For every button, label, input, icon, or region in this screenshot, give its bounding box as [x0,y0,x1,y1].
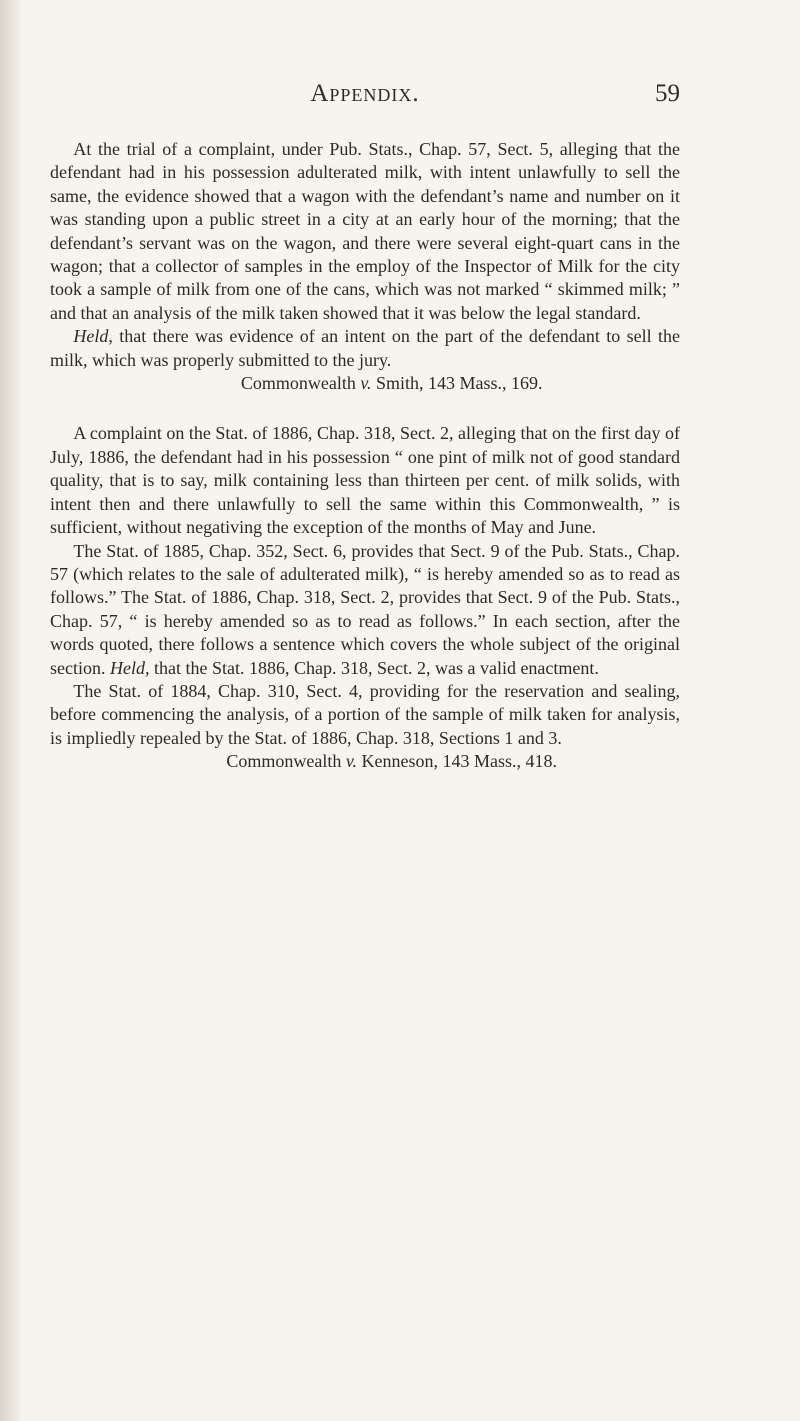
page-edge-shadow [0,0,22,1421]
citation-versus: v. [360,373,372,394]
citation-prefix: Commonwealth [240,373,361,394]
holding-text: that the Stat. 1886, Chap. 318, Sect. 2, was a valid enactment. [149,657,599,678]
running-head: Appendix. [310,80,420,107]
held-label: Held, [110,657,150,678]
case-citation-smith [50,372,680,395]
case-kenneson-complaint: A complaint on the Stat. of 1886, Chap. 318, Sect. 2, alleging that on the first day of July, 1886, the defendant had in his possession “ one pint of milk not of good standard quality, that is to say, milk containing less than thirteen per cent. of milk solids, with intent then and there unlawfully to sell the same within this Commonwealth, ” is sufficient, without negativing the exception of the months of May and June. [50,423,680,538]
citation-versus: v. [345,751,358,772]
citation-reference: Smith, 143 Mass., 169. [371,373,543,394]
held-label: Held, [73,326,113,347]
case-kenneson-amendment [50,540,680,680]
amendment-text: The Stat. of 1885, Chap. 352, Sect. 6, provides that Sect. 9 of the Pub. Stats., Chap. 57 (which relates to the sale of adulterated milk), “ is hereby amended so as to read as follows.” The Stat. of 1886, Chap. 318, Sect. 2, provides that Sect. 9 of the Pub. Stats., Chap. 57, “ is hereby amended so as to read as follows.” In each section, after the words quoted, there follows a sentence which covers the whole subject of the original section. [50,540,680,678]
case-smith-facts: At the trial of a complaint, under Pub. Stats., Chap. 57, Sect. 5, alleging that the defendant had in his possession adulterated milk, with intent unlawfully to sell the same, the evidence showed that a wagon with the defendant’s name and number on it was standing upon a public street in a city at an early hour of the morning; that the defendant’s servant was on the wagon, and there were several eight-quart cans in the wagon; that a collector of samples in the employ of the Inspector of Milk for the city took a sample of milk from one of the cans, which was not marked “ skimmed milk; ” and that an analysis of the milk taken showed that it was below the legal standard. [50,139,680,323]
page-body [50,138,680,774]
case-kenneson-repeal: The Stat. of 1884, Chap. 310, Sect. 4, providing for the reservation and sealing, before commencing the analysis, of a portion of the sample of milk taken for analysis, is impliedly repealed by the Stat. of 1886, Chap. 318, Sections 1 and 3. [50,680,680,748]
citation-prefix: Commonwealth [226,751,346,772]
case-citation-kenneson [50,750,680,773]
holding-text: that there was evidence of an intent on the part of the defendant to sell the milk, which was properly submitted to the jury. [50,326,680,370]
case-smith-holding [50,325,680,372]
page-number: 59 [655,80,680,107]
page-header [50,80,680,120]
citation-reference: Kenneson, 143 Mass., 418. [357,751,558,772]
